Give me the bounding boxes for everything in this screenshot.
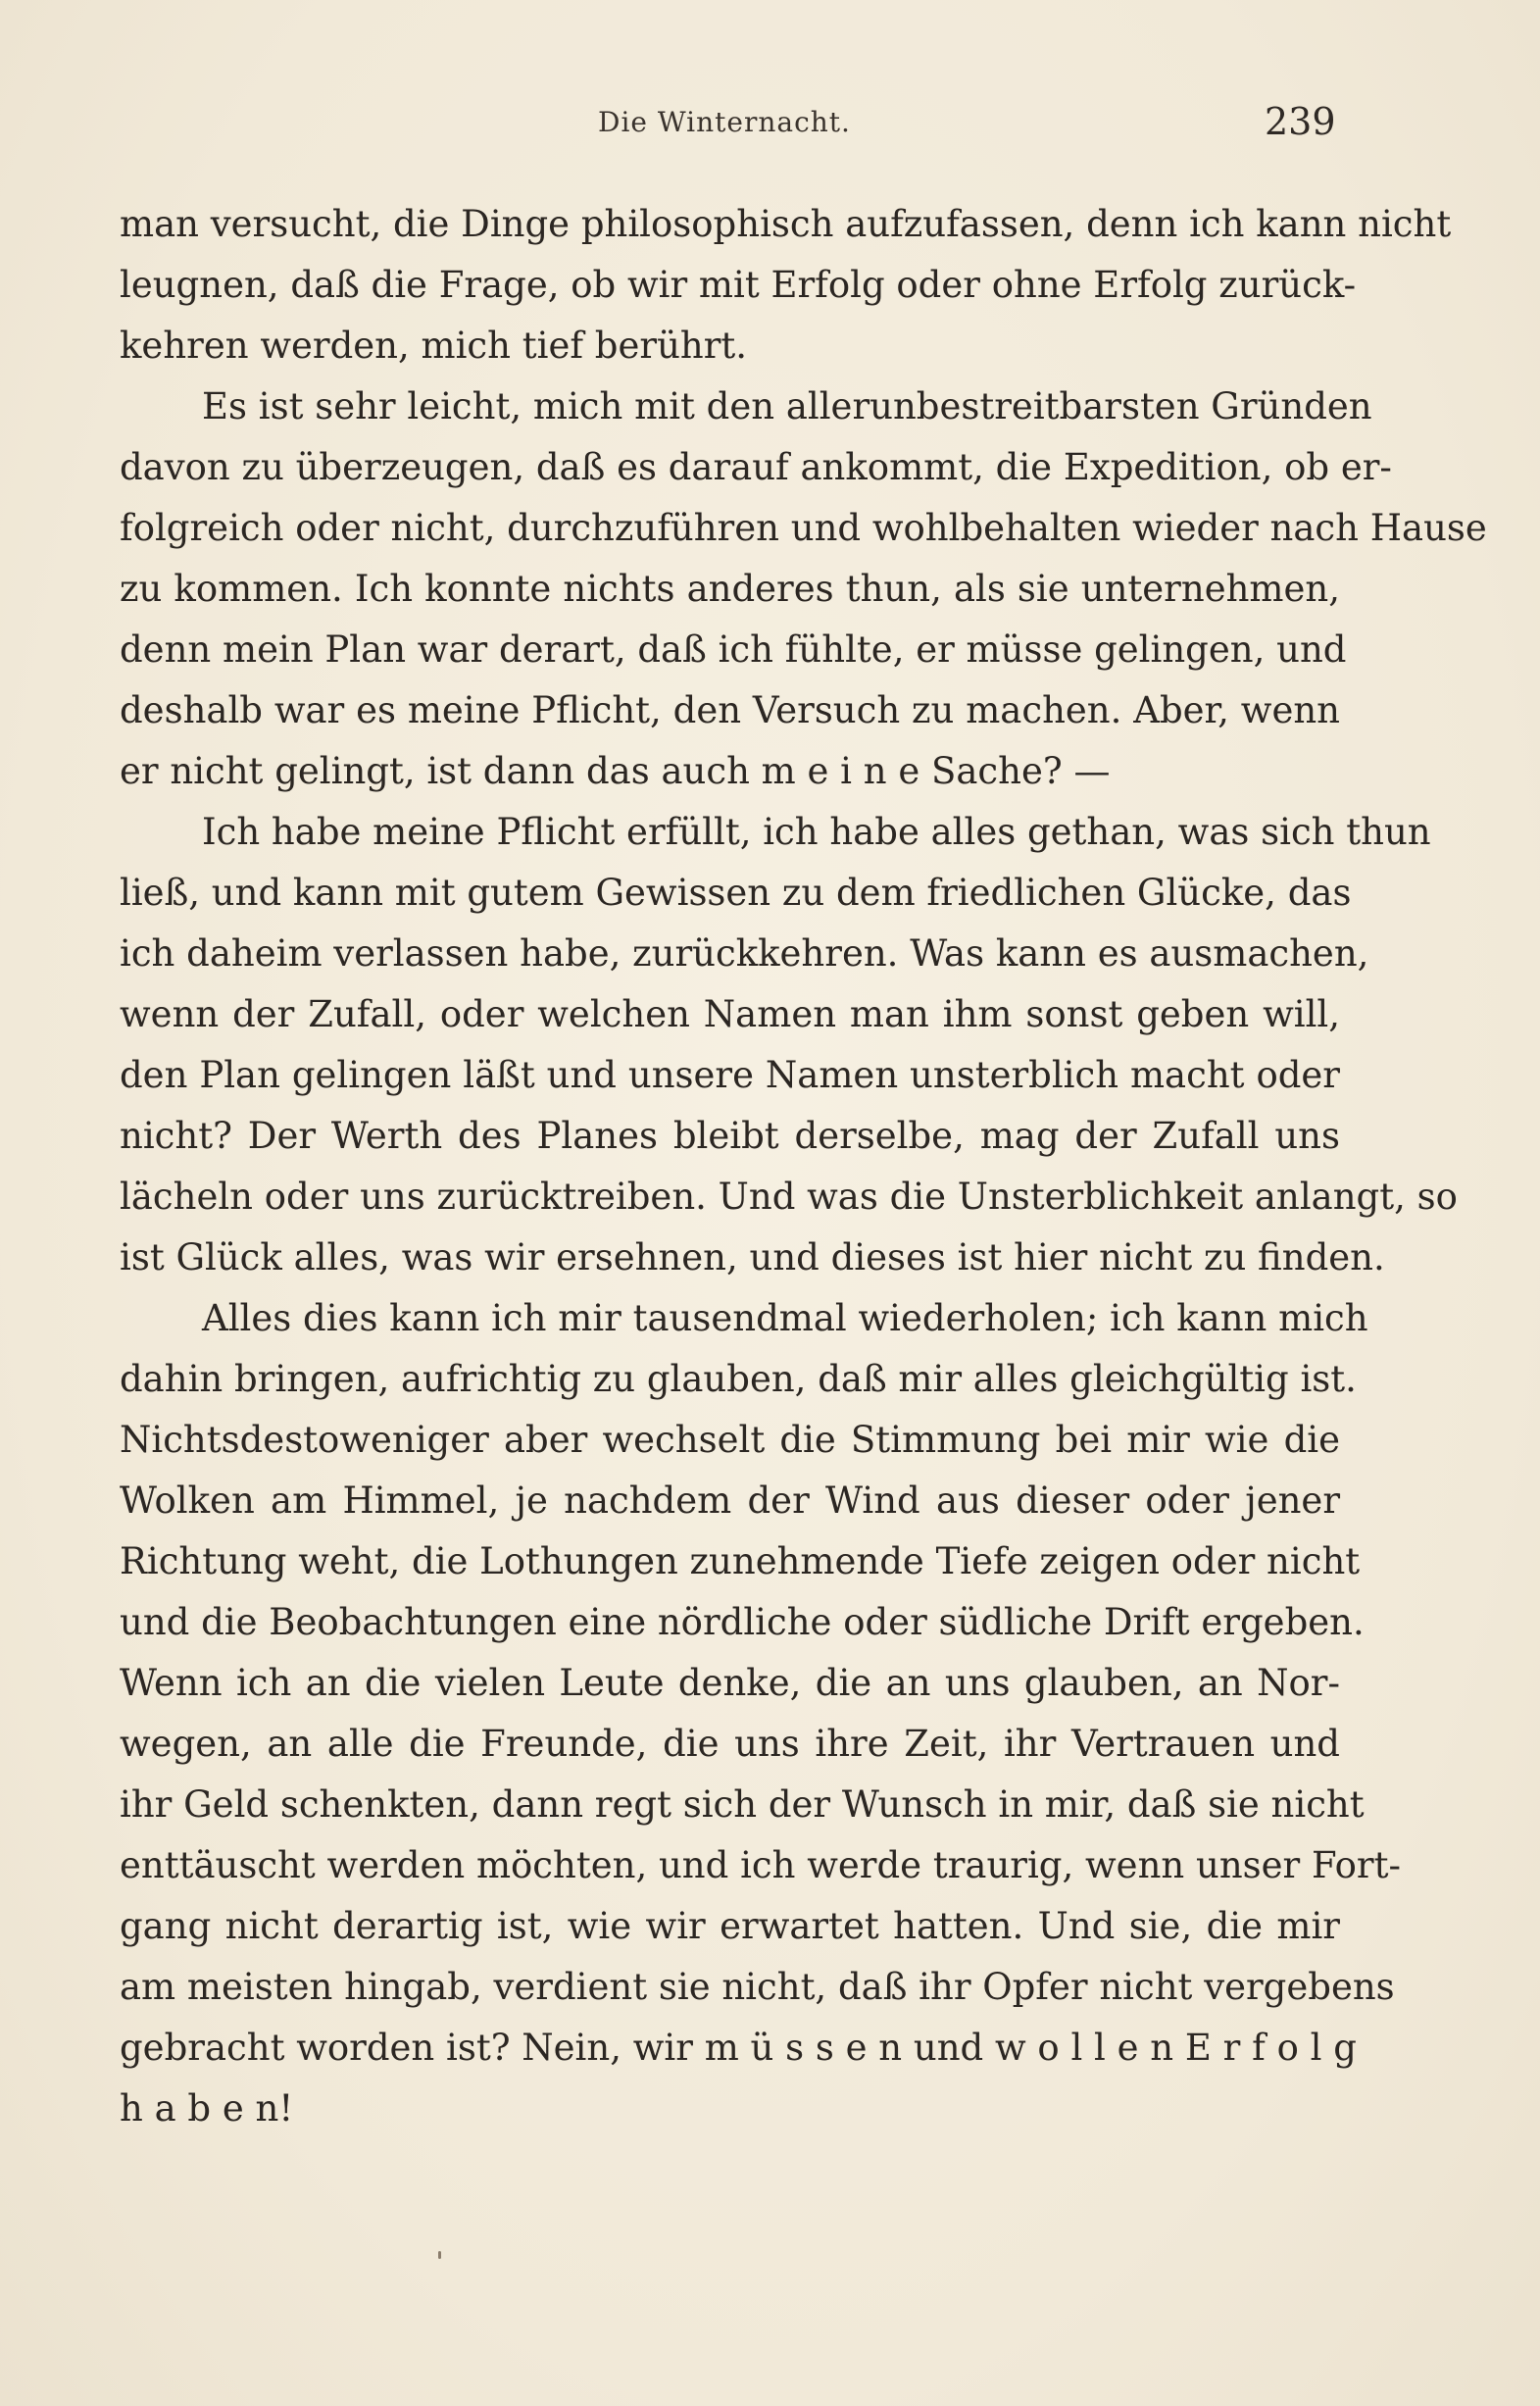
text-line: ich daheim verlassen habe, zurückkehren. Was kann es ausmachen, (120, 932, 1369, 975)
text-line: kehren werden, mich tief berührt. (120, 325, 748, 367)
running-title: Die Winternacht. (598, 106, 851, 138)
text-line: leugnen, daß die Frage, ob wir mit Erfolg oder ohne Erfolg zurück- (120, 264, 1357, 306)
text-line: deshalb war es meine Pflicht, den Versuch zu machen. Aber, wenn (120, 689, 1340, 731)
text-line: h a b e n! (120, 2087, 294, 2130)
text-line: gebracht worden ist? Nein, wir m ü s s e n und w o l l e n E r f o l g (120, 2027, 1357, 2069)
text-line: ihr Geld schenkten, dann regt sich der Wunsch in mir, daß sie nicht (120, 1783, 1365, 1826)
text-line: gang nicht derartig ist, wie wir erwartet hatten. Und sie, die mir (120, 1905, 1340, 1947)
text-line: wenn der Zufall, oder welchen Namen man ihm sonst geben will, (120, 993, 1340, 1035)
text-line: ließ, und kann mit gutem Gewissen zu dem friedlichen Glücke, das (120, 872, 1352, 914)
paper-speck (438, 2251, 441, 2259)
text-line: dahin bringen, aufrichtig zu glauben, daß mir alles gleichgültig ist. (120, 1358, 1357, 1400)
text-line: er nicht gelingt, ist dann das auch m e i n e Sache? — (120, 750, 1111, 792)
running-head (0, 100, 1540, 145)
text-line: Wenn ich an die vielen Leute denke, die an uns glauben, an Nor- (120, 1662, 1340, 1704)
text-line: am meisten hingab, verdient sie nicht, daß ihr Opfer nicht vergebens (120, 1966, 1395, 2008)
text-line: Es ist sehr leicht, mich mit den allerunbestreitbarsten Gründen (202, 385, 1372, 427)
text-line: Alles dies kann ich mir tausendmal wiederholen; ich kann mich (202, 1297, 1368, 1339)
page-number: 239 (1265, 100, 1336, 143)
body-text (120, 194, 1487, 2139)
text-line: Richtung weht, die Lothungen zunehmende Tiefe zeigen oder nicht (120, 1540, 1361, 1582)
text-line: enttäuscht werden möchten, und ich werde traurig, wenn unser Fort- (120, 1844, 1401, 1886)
text-line: Nichtsdestoweniger aber wechselt die Stimmung bei mir wie die (120, 1419, 1340, 1461)
text-line: lächeln oder uns zurücktreiben. Und was die Unsterblichkeit anlangt, so (120, 1176, 1458, 1218)
text-line: nicht? Der Werth des Planes bleibt derselbe, mag der Zufall uns (120, 1115, 1340, 1157)
text-line: denn mein Plan war derart, daß ich fühlte, er müsse gelingen, und (120, 628, 1347, 671)
text-line: man versucht, die Dinge philosophisch aufzufassen, denn ich kann nicht (120, 203, 1452, 245)
text-line: den Plan gelingen läßt und unsere Namen unsterblich macht oder (120, 1054, 1340, 1096)
text-line: ist Glück alles, was wir ersehnen, und dieses ist hier nicht zu finden. (120, 1236, 1385, 1278)
text-line: folgreich oder nicht, durchzuführen und wohlbehalten wieder nach Hause (120, 507, 1487, 549)
text-line: zu kommen. Ich konnte nichts anderes thun, als sie unternehmen, (120, 568, 1340, 610)
text-line: Wolken am Himmel, je nachdem der Wind aus dieser oder jener (120, 1479, 1340, 1522)
text-line: und die Beobachtungen eine nördliche oder südliche Drift ergeben. (120, 1601, 1365, 1643)
text-line: Ich habe meine Pflicht erfüllt, ich habe alles gethan, was sich thun (202, 811, 1431, 853)
text-line: wegen, an alle die Freunde, die uns ihre Zeit, ihr Vertrauen und (120, 1723, 1340, 1765)
text-line: davon zu überzeugen, daß es darauf ankommt, die Expedition, ob er- (120, 446, 1392, 488)
